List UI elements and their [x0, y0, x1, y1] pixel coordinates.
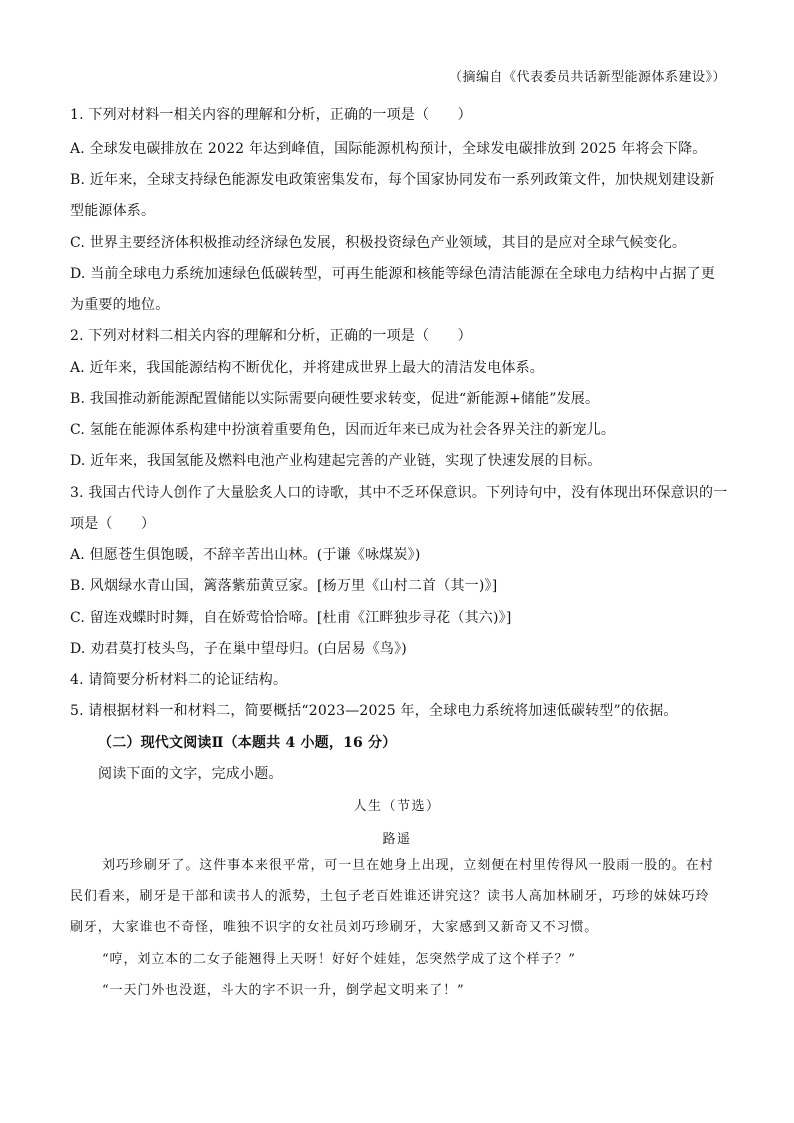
- question-4: 4. 请简要分析材料二的论证结构。: [70, 672, 288, 688]
- question-3-option-d: D. 劝君莫打枝头鸟，子在巢中望母归。(白居易《鸟》): [70, 641, 407, 657]
- question-2-option-d: D. 近年来，我国氢能及燃料电池产业构建起完善的产业链，实现了快速发展的目标。: [70, 453, 602, 469]
- question-1-option-c: C. 世界主要经济体积极推动经济绿色发展，积极投资绿色产业领域，其目的是应对全球气候变化。: [70, 235, 687, 251]
- passage-paragraph-1-line2: 民们看来，刷牙是干部和读书人的派势，土包子老百姓谁还讲究这？读书人高加林刷牙，巧珍的妹妹巧玲: [70, 889, 710, 904]
- section-instruction: 阅读下面的文字，完成小题。: [98, 766, 283, 782]
- question-3-option-a: A. 但愿苍生俱饱暖，不辞辛苦出山林。(于谦《咏煤炭》): [70, 547, 421, 563]
- question-3-stem-line1: 3. 我国古代诗人创作了大量脍炙人口的诗歌，其中不乏环保意识。下列诗句中，没有体现出环保意识的一: [70, 485, 728, 501]
- question-2-option-a: A. 近年来，我国能源结构不断优化，并将建成世界上最大的清洁发电体系。: [70, 360, 545, 376]
- passage-paragraph-1-line1: 刘巧珍刷牙了。这件事本来很平常，可一旦在她身上出现，立刻便在村里传得风一股雨一股的。在村: [102, 858, 714, 873]
- question-1-option-b-line2: 型能源体系。: [70, 203, 156, 219]
- question-2-stem: 2. 下列对材料二相关内容的理解和分析，正确的一项是（ ）: [70, 328, 472, 344]
- question-3-stem-line2: 项是（ ）: [70, 516, 156, 532]
- passage-paragraph-2: “哼，刘立本的二女子能翘得上天呀！好好个娃娃，怎突然学成了这个样子？”: [102, 952, 576, 967]
- question-1-stem: 1. 下列对材料一相关内容的理解和分析，正确的一项是（ ）: [70, 107, 472, 123]
- passage-title: 人生（节选）: [353, 799, 441, 814]
- question-1-option-d-line1: D. 当前全球电力系统加速绿色低碳转型，可再生能源和核能等绿色清洁能源在全球电力结构中占据了更: [70, 266, 716, 282]
- passage-author: 路遥: [382, 832, 412, 847]
- question-2-option-b: B. 我国推动新能源配置储能以实际需要向硬性要求转变，促进“新能源+储能”发展。: [70, 391, 600, 407]
- source-citation: （摘编自《代表委员共话新型能源体系建设》）: [448, 70, 726, 85]
- question-2-option-c: C. 氢能在能源体系构建中扮演着重要角色，因而近年来已成为社会各界关注的新宠儿。: [70, 422, 616, 438]
- question-3-option-c: C. 留连戏蝶时时舞，自在娇莺恰恰啼。[杜甫《江畔独步寻花（其六)》]: [70, 610, 512, 626]
- passage-paragraph-1-line3: 刷牙，大家谁也不奇怪，唯独不识字的女社员刘巧珍刷牙，大家感到又新奇又不习惯。: [70, 920, 599, 935]
- section-title: （二）现代文阅读Ⅱ（本题共 4 小题，16 分）: [98, 735, 397, 751]
- question-1-option-a: A. 全球发电碳排放在 2022 年达到峰值，国际能源机构预计，全球发电碳排放到 2025 年将会下降。: [70, 141, 707, 157]
- question-3-option-b: B. 风烟绿水青山国，篱落紫茄黄豆家。[杨万里《山村二首（其一)》]: [70, 578, 498, 594]
- passage-paragraph-3: “一天门外也没逛，斗大的字不识一升，倒学起文明来了！”: [102, 983, 465, 998]
- question-1-option-d-line2: 为重要的地位。: [70, 297, 170, 313]
- question-5: 5. 请根据材料一和材料二，简要概括“2023—2025 年，全球电力系统将加速低碳转型”的依据。: [70, 703, 678, 719]
- question-1-option-b-line1: B. 近年来，全球支持绿色能源发电政策密集发布，每个国家协同发布一系列政策文件，加快规划建设新: [70, 172, 715, 188]
